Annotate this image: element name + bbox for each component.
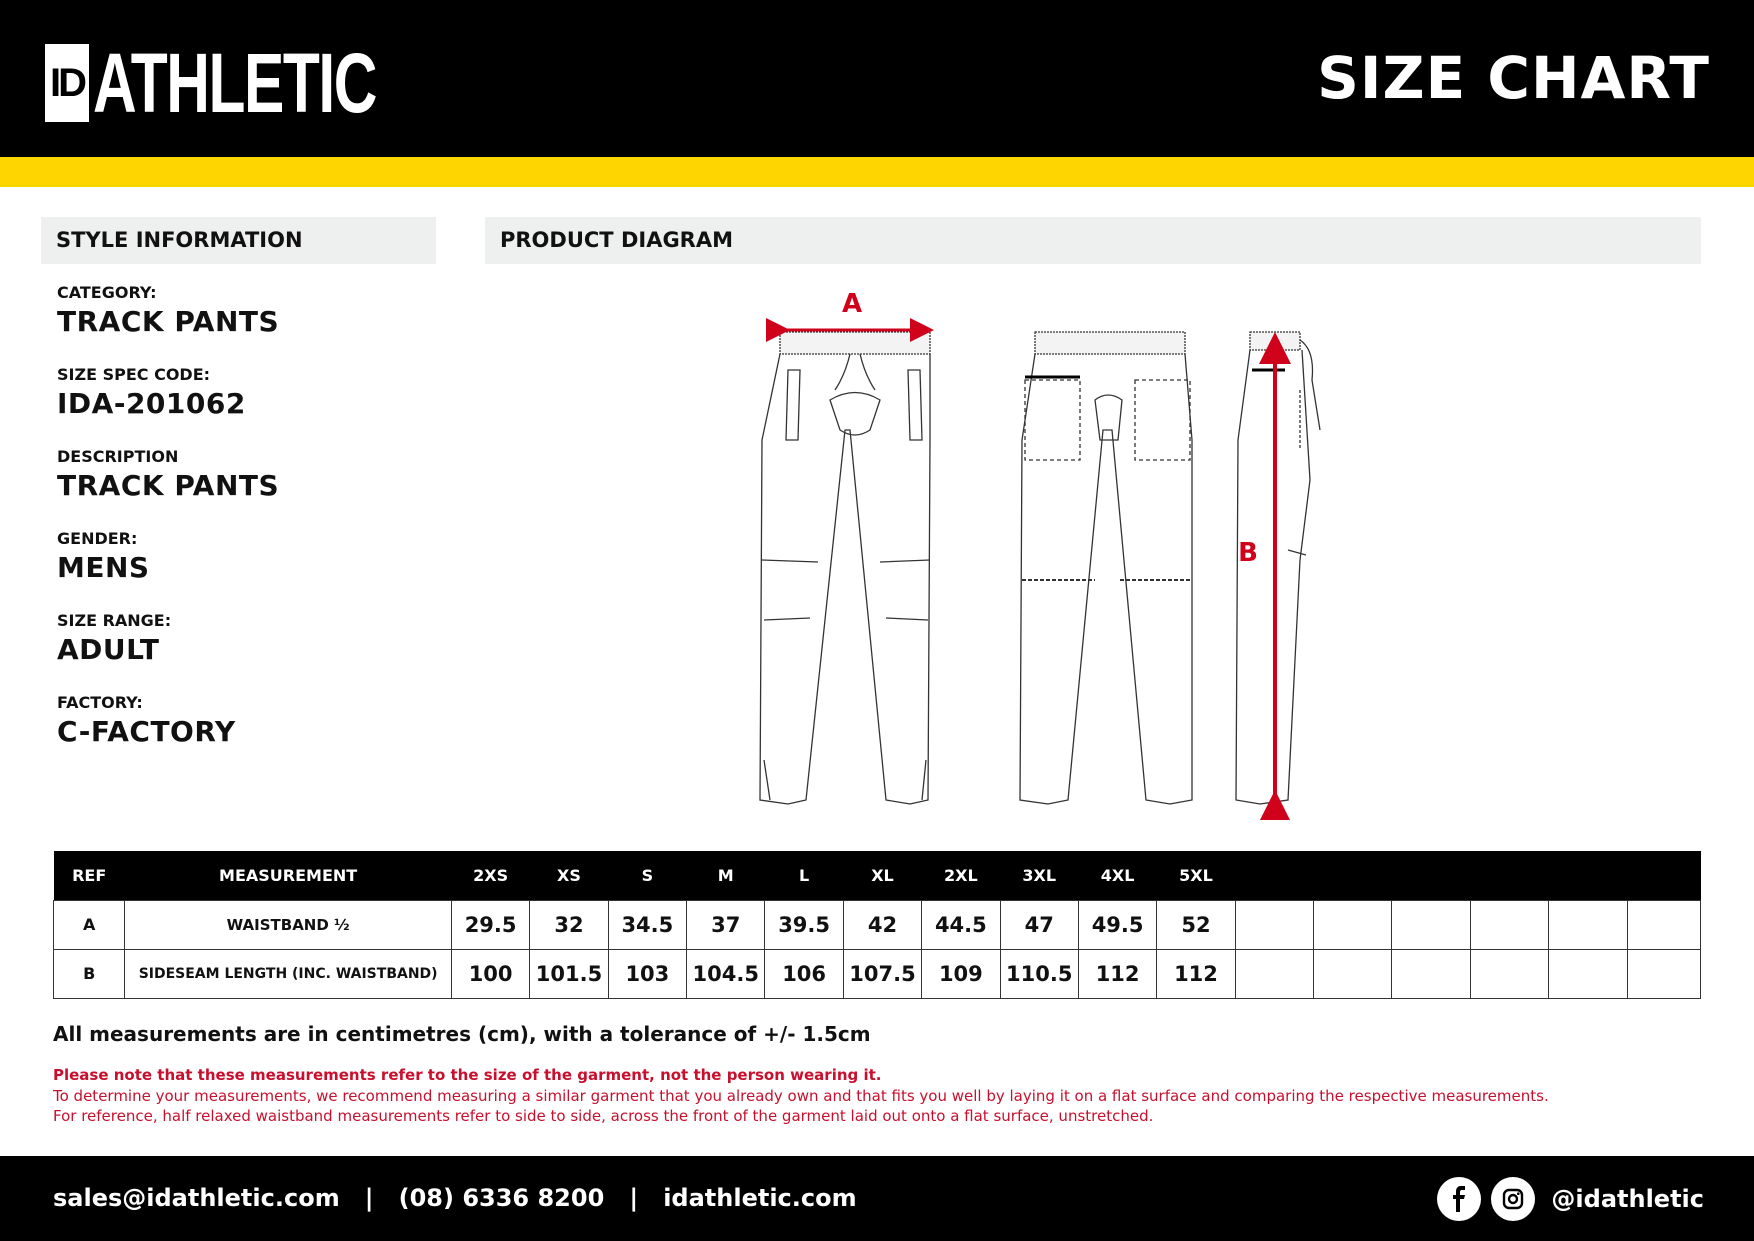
ref-cell: A — [54, 900, 125, 949]
value-cell: 110.5 — [1000, 949, 1078, 998]
garment-warning: Please note that these measurements refer to the size of the garment, not the person wearing it. — [53, 1066, 882, 1084]
info-value: C-FACTORY — [57, 715, 236, 748]
header-size: S — [608, 851, 686, 900]
table-row — [54, 900, 1701, 949]
info-value: IDA-201062 — [57, 387, 246, 420]
separator: | — [364, 1184, 374, 1212]
empty-cell — [1627, 949, 1700, 998]
website-link[interactable]: idathletic.com — [663, 1184, 857, 1212]
value-cell: 107.5 — [843, 949, 921, 998]
product-diagram — [740, 280, 1380, 820]
info-label: SIZE SPEC CODE: — [57, 365, 211, 384]
style-information — [57, 283, 437, 775]
value-cell: 100 — [451, 949, 529, 998]
email-link[interactable]: sales@idathletic.com — [53, 1184, 340, 1212]
empty-cell — [1392, 949, 1470, 998]
empty-cell — [1235, 900, 1313, 949]
info-factory — [57, 693, 437, 775]
info-label: DESCRIPTION — [57, 447, 179, 466]
value-cell: 106 — [765, 949, 843, 998]
value-cell: 49.5 — [1078, 900, 1156, 949]
header-empty — [1235, 851, 1313, 900]
info-description — [57, 447, 437, 529]
empty-cell — [1392, 900, 1470, 949]
value-cell: 42 — [843, 900, 921, 949]
header-measurement: MEASUREMENT — [125, 851, 452, 900]
info-size-spec-code — [57, 365, 437, 447]
measurement-note: All measurements are in centimetres (cm), with a tolerance of +/- 1.5cm — [53, 1022, 871, 1046]
empty-cell — [1235, 949, 1313, 998]
instruction-line: To determine your measurements, we recommend measuring a similar garment that you already own and that fits you well by laying it on a flat surface and comparing the respective measurements. — [53, 1087, 1549, 1105]
value-cell: 112 — [1157, 949, 1235, 998]
info-size-range — [57, 611, 437, 693]
table-row — [54, 949, 1701, 998]
page-title: SIZE CHART — [1317, 44, 1710, 112]
side-view-pants — [1236, 332, 1320, 804]
back-view-pants — [1020, 332, 1192, 804]
product-diagram-heading: PRODUCT DIAGRAM — [485, 217, 1701, 264]
empty-cell — [1470, 949, 1548, 998]
logo-id-mark: ID — [45, 44, 89, 122]
info-value: TRACK PANTS — [57, 305, 280, 338]
header-size: XL — [843, 851, 921, 900]
header-empty — [1549, 851, 1627, 900]
value-cell: 34.5 — [608, 900, 686, 949]
value-cell: 29.5 — [451, 900, 529, 949]
footer-contact — [53, 1156, 857, 1241]
empty-cell — [1549, 900, 1627, 949]
header-size: XS — [530, 851, 608, 900]
marker-a: A — [841, 289, 863, 319]
header — [0, 0, 1754, 157]
value-cell: 37 — [687, 900, 765, 949]
facebook-icon[interactable] — [1437, 1177, 1481, 1221]
header-ref: REF — [54, 851, 125, 900]
info-value: MENS — [57, 551, 150, 584]
style-information-heading: STYLE INFORMATION — [41, 217, 436, 264]
info-value: ADULT — [57, 633, 160, 666]
header-size: 4XL — [1078, 851, 1156, 900]
accent-stripe — [0, 157, 1754, 187]
header-size: 2XS — [451, 851, 529, 900]
measurement-cell: WAISTBAND ½ — [125, 900, 452, 949]
header-empty — [1627, 851, 1700, 900]
value-cell: 32 — [530, 900, 608, 949]
header-empty — [1470, 851, 1548, 900]
empty-cell — [1549, 949, 1627, 998]
value-cell: 109 — [922, 949, 1000, 998]
measurement-cell: SIDESEAM LENGTH (INC. WAISTBAND) — [125, 949, 452, 998]
info-label: GENDER: — [57, 529, 138, 548]
info-value: TRACK PANTS — [57, 469, 280, 502]
social-links — [1437, 1156, 1704, 1241]
header-empty — [1314, 851, 1392, 900]
header-size: M — [687, 851, 765, 900]
ref-cell: B — [54, 949, 125, 998]
info-gender — [57, 529, 437, 611]
front-view-pants — [760, 332, 930, 804]
value-cell: 104.5 — [687, 949, 765, 998]
measurement-instructions — [53, 1086, 1713, 1126]
instagram-icon[interactable] — [1491, 1177, 1535, 1221]
brand-logo — [45, 36, 486, 130]
logo-wordmark: ATHLETIC — [93, 36, 377, 130]
info-label: CATEGORY: — [57, 283, 157, 302]
value-cell: 103 — [608, 949, 686, 998]
header-size: L — [765, 851, 843, 900]
phone-number[interactable]: (08) 6336 8200 — [398, 1184, 605, 1212]
value-cell: 47 — [1000, 900, 1078, 949]
value-cell: 39.5 — [765, 900, 843, 949]
header-size: 2XL — [922, 851, 1000, 900]
marker-b: B — [1238, 538, 1258, 568]
value-cell: 112 — [1078, 949, 1156, 998]
empty-cell — [1314, 949, 1392, 998]
table-header-row — [54, 851, 1701, 900]
instruction-line: For reference, half relaxed waistband measurements refer to side to side, across the front of the garment laid out onto a flat surface, unstretched. — [53, 1107, 1154, 1125]
info-label: FACTORY: — [57, 693, 143, 712]
empty-cell — [1627, 900, 1700, 949]
info-category — [57, 283, 437, 365]
value-cell: 52 — [1157, 900, 1235, 949]
info-label: SIZE RANGE: — [57, 611, 172, 630]
value-cell: 44.5 — [922, 900, 1000, 949]
header-size: 5XL — [1157, 851, 1235, 900]
footer — [0, 1156, 1754, 1241]
social-handle[interactable]: @idathletic — [1551, 1184, 1704, 1213]
header-size: 3XL — [1000, 851, 1078, 900]
value-cell: 101.5 — [530, 949, 608, 998]
header-empty — [1392, 851, 1470, 900]
empty-cell — [1470, 900, 1548, 949]
separator: | — [629, 1184, 639, 1212]
empty-cell — [1314, 900, 1392, 949]
size-table — [53, 851, 1701, 999]
